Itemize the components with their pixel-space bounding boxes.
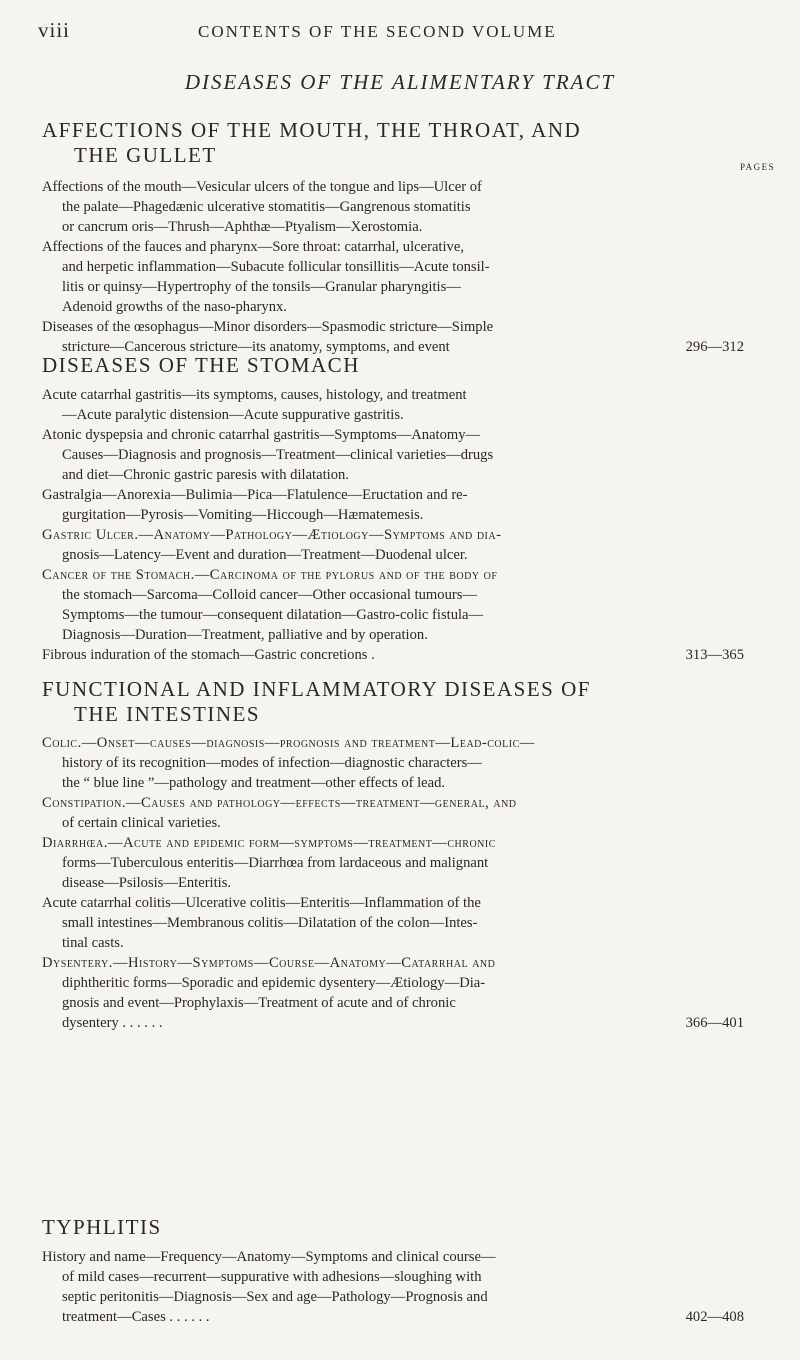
entry-line: Gastralgia—Anorexia—Bulimia—Pica—Flatulence—Eructation and re- [42, 487, 468, 503]
entry-line: the stomach—Sarcoma—Colloid cancer—Other occasional tumours— [62, 587, 477, 603]
entry-line: Cancer of the Stomach.—Carcinoma of the pylorus and of the body of [42, 567, 498, 583]
entry-line: disease—Psilosis—Enteritis. [62, 875, 232, 891]
entry-line: septic peritonitis—Diagnosis—Sex and age—Pathology—Prognosis and [62, 1289, 488, 1305]
page-range: 366—401 [685, 1015, 744, 1031]
entry-line: Atonic dyspepsia and chronic catarrhal gastritis—Symptoms—Anatomy— [42, 427, 481, 443]
entry-line: Affections of the fauces and pharynx—Sore throat: catarrhal, ulcerative, [42, 239, 464, 255]
entry-line: Diarrhœa.—Acute and epidemic form—symptoms—treatment—chronic [42, 835, 496, 851]
entry-line: gnosis and event—Prophylaxis—Treatment of acute and of chronic [62, 995, 456, 1011]
entry-line: gnosis—Latency—Event and duration—Treatment—Duodenal ulcer. [62, 547, 468, 563]
entry-line: Symptoms—the tumour—consequent dilatation—Gastro-colic fistula— [62, 607, 484, 623]
heading-intestines [42, 677, 591, 727]
entry-line: stricture—Cancerous stricture—its anatomy, symptoms, and event [62, 339, 450, 355]
heading-typhlitis [42, 1215, 162, 1240]
entry-line: of mild cases—recurrent—suppurative with adhesions—sloughing with [62, 1269, 482, 1285]
entry-line: Diagnosis—Duration—Treatment, palliative and by operation. [62, 627, 428, 643]
entry-line: Affections of the mouth—Vesicular ulcers of the tongue and lips—Ulcer of [42, 179, 482, 195]
entry-line: and herpetic inflammation—Subacute follicular tonsillitis—Acute tonsil- [62, 259, 490, 275]
entry-intestines [42, 733, 772, 1033]
heading-line-1: TYPHLITIS [42, 1215, 162, 1239]
heading-line-1: AFFECTIONS OF THE MOUTH, THE THROAT, AND [42, 118, 582, 142]
heading-line-1: DISEASES OF THE STOMACH [42, 353, 360, 377]
entry-line: Dysentery.—History—Symptoms—Course—Anatomy—Catarrhal and [42, 955, 496, 971]
page-range: 402—408 [685, 1309, 744, 1325]
heading-stomach [42, 353, 360, 378]
entry-line: Fibrous induration of the stomach—Gastric concretions . [42, 647, 375, 663]
entry-line: of certain clinical varieties. [62, 815, 221, 831]
entry-line: Acute catarrhal gastritis—its symptoms, causes, histology, and treatment [42, 387, 467, 403]
entry-typhlitis [42, 1247, 772, 1327]
heading-line-1: FUNCTIONAL AND INFLAMMATORY DISEASES OF [42, 677, 591, 701]
entry-line: dysentery . . . . . . [62, 1015, 163, 1031]
entry-line: and diet—Chronic gastric paresis with dilatation. [62, 467, 349, 483]
section-title: DISEASES OF THE ALIMENTARY TRACT [184, 70, 616, 94]
heading-line-2: THE GULLET [74, 143, 217, 167]
entry-line: gurgitation—Pyrosis—Vomiting—Hiccough—Hæmatemesis. [62, 507, 424, 523]
entry-line: Colic.—Onset—causes—diagnosis—prognosis and treatment—Lead-colic— [42, 735, 535, 751]
entry-line: History and name—Frequency—Anatomy—Symptoms and clinical course— [42, 1249, 496, 1265]
running-head: CONTENTS OF THE SECOND VOLUME [198, 22, 557, 41]
entry-line: tinal casts. [62, 935, 124, 951]
entry-line: —Acute paralytic distension—Acute suppurative gastritis. [62, 407, 404, 423]
entry-line: Adenoid growths of the naso-pharynx. [62, 299, 287, 315]
entry-line: Gastric Ulcer.—Anatomy—Pathology—Ætiology—Symptoms and dia- [42, 527, 502, 543]
entry-line: Causes—Diagnosis and prognosis—Treatment—clinical varieties—drugs [62, 447, 494, 463]
entry-stomach [42, 385, 772, 665]
entry-line: treatment—Cases . . . . . . [62, 1309, 210, 1325]
entry-line: litis or quinsy—Hypertrophy of the tonsils—Granular pharyngitis— [62, 279, 461, 295]
entry-line: small intestines—Membranous colitis—Dilatation of the colon—Intes- [62, 915, 478, 931]
page-range: 296—312 [685, 339, 744, 355]
entry-line: Diseases of the œsophagus—Minor disorders—Spasmodic stricture—Simple [42, 319, 494, 335]
entry-line: the palate—Phagedænic ulcerative stomatitis—Gangrenous stomatitis [62, 199, 471, 215]
entry-line: history of its recognition—modes of infection—diagnostic characters— [62, 755, 482, 771]
entry-line: diphtheritic forms—Sporadic and epidemic dysentery—Ætiology—Dia- [62, 975, 486, 991]
entry-mouth-throat-gullet [42, 177, 772, 357]
pages-column-label: PAGES [740, 162, 776, 172]
entry-line: the “ blue line ”—pathology and treatment—other effects of lead. [62, 775, 446, 791]
heading-mouth-throat-gullet [42, 118, 581, 168]
entry-line: or cancrum oris—Thrush—Aphthæ—Ptyalism—Xerostomia. [62, 219, 423, 235]
entry-line: Constipation.—Causes and pathology—effects—treatment—general, and [42, 795, 517, 811]
page-number: viii [38, 18, 71, 42]
heading-line-2: THE INTESTINES [74, 702, 261, 726]
page-range: 313—365 [685, 647, 744, 663]
entry-line: Acute catarrhal colitis—Ulcerative colitis—Enteritis—Inflammation of the [42, 895, 481, 911]
entry-line: forms—Tuberculous enteritis—Diarrhœa from lardaceous and malignant [62, 855, 489, 871]
